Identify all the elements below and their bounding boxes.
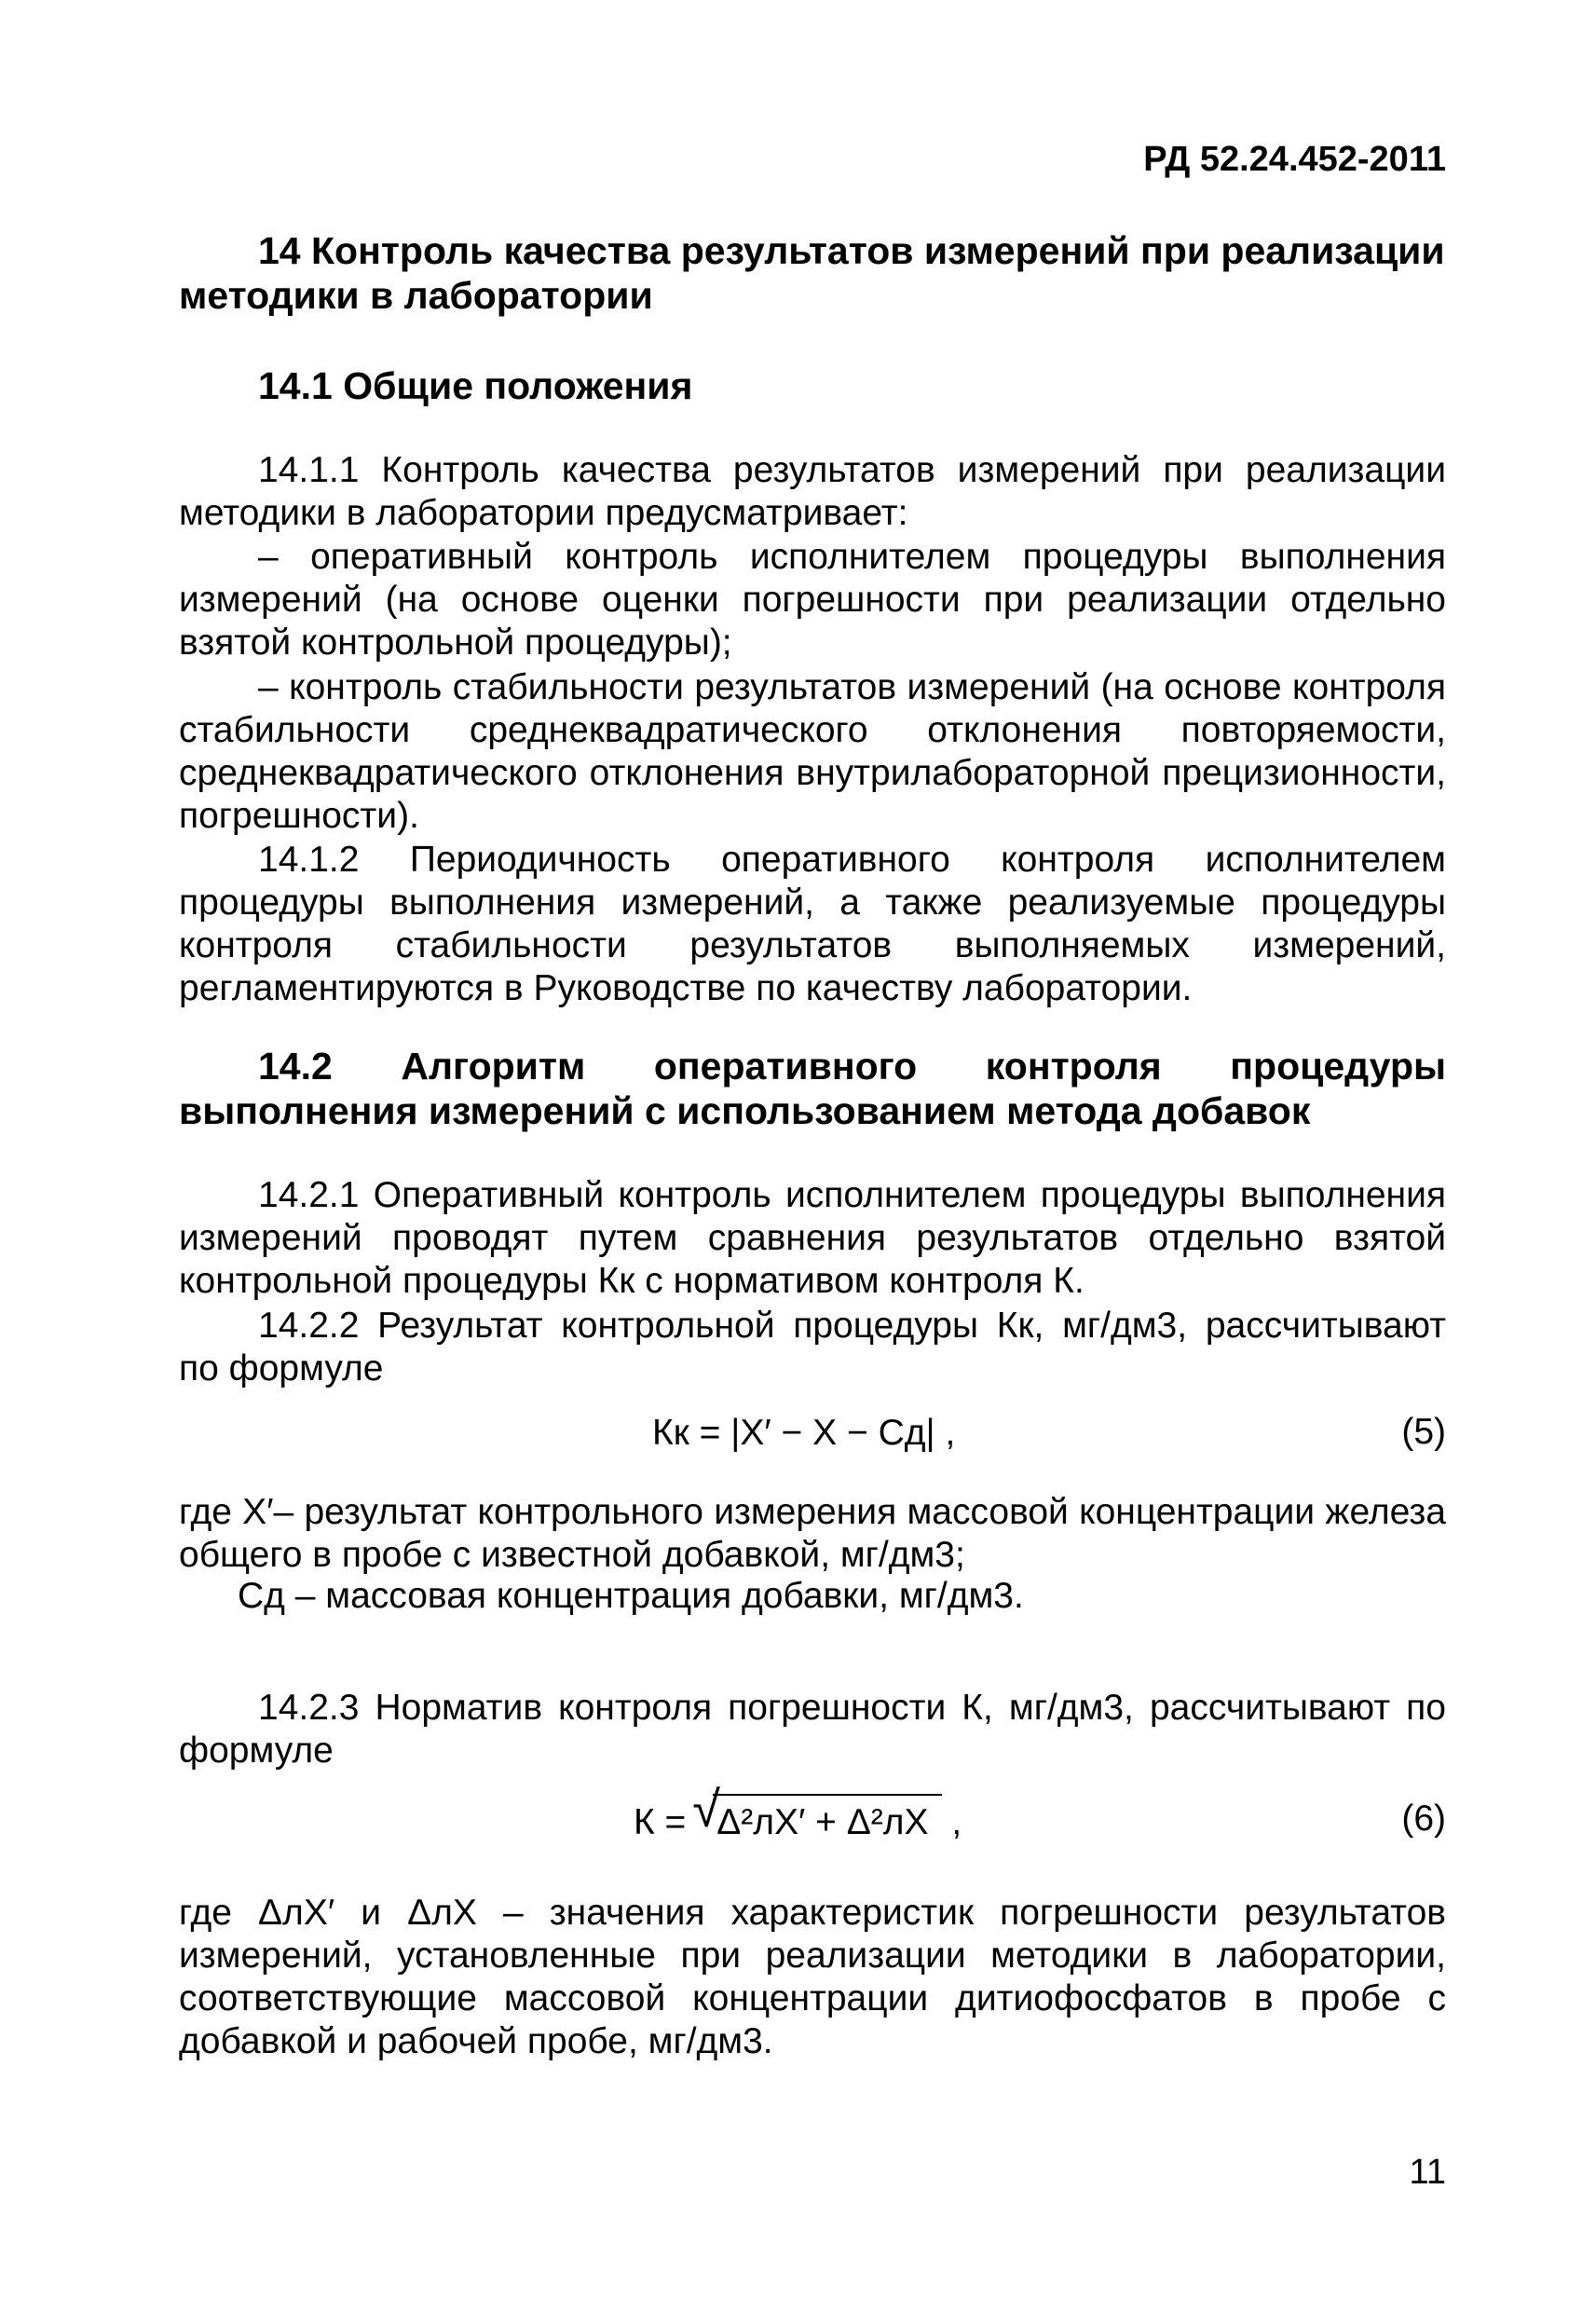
formula-6 [634,1794,962,1844]
bullet-operational-control: – оперативный контроль исполнителем процедуры выполнения измерений (на основе оценки погрешности при реализации отдельно взятой контрольной процедуры); [179,537,1446,663]
formula-5: Кк = |X′ − X − Сд| , [652,1413,956,1453]
formula-6-radicand: Δ²лX′ + Δ²лX [713,1794,941,1844]
document-code: РД 52.24.452-2011 [1143,140,1446,179]
formula-6-number: (6) [1401,1799,1446,1839]
page-number: 11 [1409,2153,1446,2192]
paragraph-14-2-1: 14.2.1 Оперативный контроль исполнителем процедуры выполнения измерений проводят путем сравнения результатов отдельно взятой контрольной процедуры Кк с нормативом контроля К. [179,1175,1446,1301]
subsection-title-14-2: 14.2 Алгоритм оперативного контроля процедуры выполнения измерений с использованием метода добавок [179,1045,1446,1132]
section-title: 14 Контроль качества результатов измерений при реализации методики в лаборатории [179,229,1445,317]
where-cd: Сд – массовая концентрация добавки, мг/дм3. [238,1576,1024,1616]
formula-6-comma: , [951,1802,962,1842]
where-x-prime: где X′– результат контрольного измерения массовой концентрации железа общего в пробе с известной добавкой, мг/дм3; [179,1492,1446,1575]
bullet-stability-control: – контроль стабильности результатов измерений (на основе контроля стабильности среднеквадратического отклонения повторяемости, среднеквадратического отклонения внутрилабораторной прецизионности, погрешности). [179,667,1446,836]
where-delta: где ΔлX′ и ΔлX – значения характеристик погрешности результатов измерений, установленные при реализации методики в лаборатории, соответствующие массовой концентрации дитиофосфатов в пробе с добавкой и рабочей пробе, мг/дм3. [179,1893,1446,2061]
paragraph-14-1-2: 14.1.2 Периодичность оперативного контроля исполнителем процедуры выполнения измерений, а также реализуемые процедуры контроля стабильности результатов выполняемых измерений, регламентируются в Руководстве по качеству лаборатории. [179,840,1446,1008]
paragraph-14-2-3: 14.2.3 Норматив контроля погрешности К, мг/дм3, рассчитывают по формуле [179,1688,1446,1771]
sqrt-icon [696,1794,941,1844]
formula-6-lhs: К = [634,1802,687,1842]
paragraph-14-1-1: 14.1.1 Контроль качества результатов измерений при реализации методики в лаборатории предусматривает: [179,450,1446,533]
paragraph-14-2-2: 14.2.2 Результат контрольной процедуры Кк, мг/дм3, рассчитывают по формуле [179,1306,1446,1389]
subsection-title-14-1: 14.1 Общие положения [258,364,693,407]
formula-5-number: (5) [1401,1412,1446,1452]
